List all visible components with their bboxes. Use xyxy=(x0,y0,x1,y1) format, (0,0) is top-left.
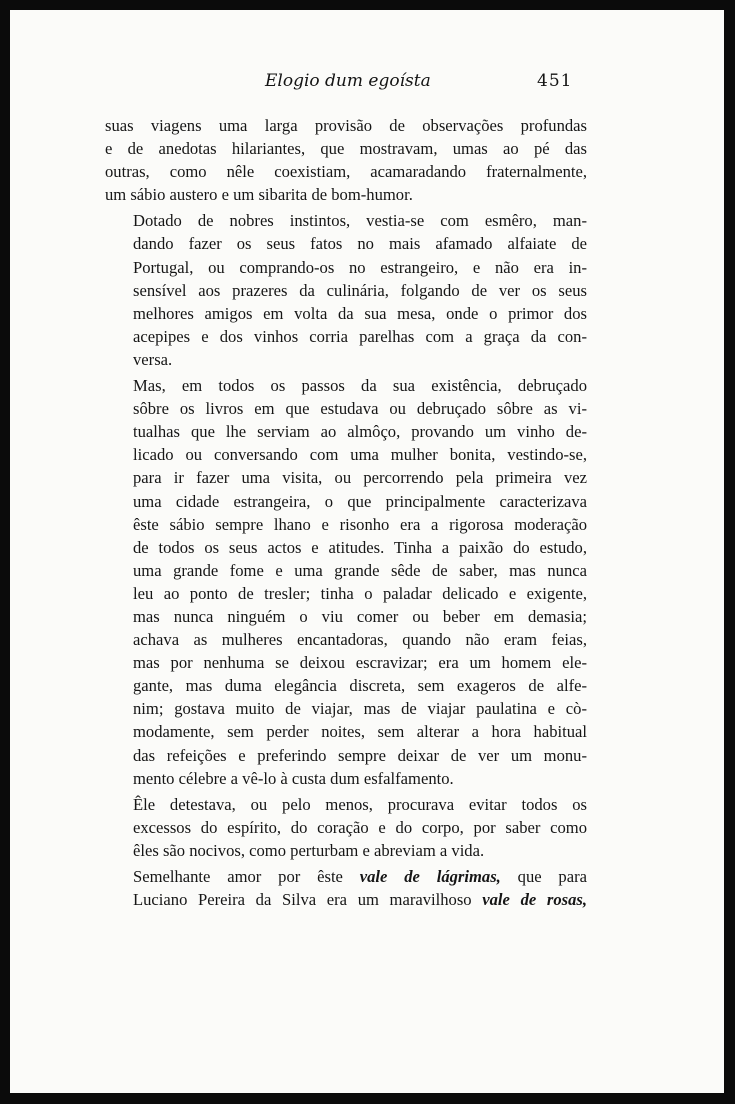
text-line: versa. xyxy=(133,349,173,369)
text-line: nim; gostava muito de viajar, mas de viajar paulatina e cò- xyxy=(133,699,587,719)
running-title: Elogio dum egoísta xyxy=(265,71,431,91)
text-line: uma cidade estrangeira, o que principalmente caracterizava xyxy=(133,491,587,511)
paragraph-1 xyxy=(105,114,587,206)
text-line: Êle detestava, ou pelo menos, procurava evitar todos os xyxy=(133,794,587,814)
paragraph-2 xyxy=(105,209,587,371)
text-line: para ir fazer uma visita, ou percorrendo pela primeira vez xyxy=(133,468,587,488)
text-line: dando fazer os seus fatos no mais afamado alfaiate de xyxy=(133,234,587,254)
text-line: sôbre os livros em que estudava ou debruçado sôbre as vi- xyxy=(133,399,587,419)
text-line: mento célebre a vê-lo à custa dum esfalfamento. xyxy=(133,768,454,788)
text-line: êles são nocivos, como perturbam e abreviam a vida. xyxy=(133,840,485,860)
text-line: êste sábio sempre lhano e risonho era a rigorosa moderação xyxy=(133,514,587,534)
text-line: de todos os seus actos e atitudes. Tinha a paixão do estudo, xyxy=(133,537,587,557)
text-line: das refeições e preferindo sempre deixar de ver um monu- xyxy=(133,745,587,765)
text-run: Semelhante amor por êste xyxy=(133,867,360,886)
text-line: outras, como nêle coexistiam, acamaradando fraternalmente, xyxy=(105,162,587,182)
text-line: gante, mas duma elegância discreta, sem exageros de alfe- xyxy=(133,676,587,696)
text-line: achava as mulheres encantadoras, quando não eram feias, xyxy=(133,630,587,650)
page-number: 451 xyxy=(537,71,573,91)
text-line: Mas, em todos os passos da sua existência, debruçado xyxy=(133,376,587,396)
text-run: que para xyxy=(500,867,587,886)
text-line: Dotado de nobres instintos, vestia-se com esmêro, man- xyxy=(133,211,587,231)
paragraph-3 xyxy=(105,374,587,790)
paragraph-4 xyxy=(105,793,587,862)
text-line: licado ou conversando com uma mulher bonita, vestindo-se, xyxy=(133,445,587,465)
text-line: acepipes e dos vinhos corria parelhas com a graça da con- xyxy=(133,326,587,346)
italic-phrase: vale de rosas, xyxy=(482,890,588,910)
text-line xyxy=(105,865,587,888)
text-line: melhores amigos em volta da sua mesa, onde o primor dos xyxy=(133,303,587,323)
paragraph-5 xyxy=(105,865,587,911)
text-line: uma grande fome e uma grande sêde de saber, mas nunca xyxy=(133,560,587,580)
text-line: mas por nenhuma se deixou escravizar; era um homem ele- xyxy=(133,653,587,673)
text-line: tualhas que lhe serviam ao almôço, provando um vinho de- xyxy=(133,422,587,442)
italic-phrase: vale de lágrimas, xyxy=(359,867,501,886)
text-line: um sábio austero e um sibarita de bom-humor. xyxy=(105,185,413,205)
text-line: sensível aos prazeres da culinária, folgando de ver os seus xyxy=(133,280,587,300)
running-header xyxy=(10,71,724,105)
text-line xyxy=(105,888,587,911)
text-line: Portugal, ou comprando-os no estrangeiro, e não era in- xyxy=(133,257,587,277)
text-line: modamente, sem perder noites, sem alterar a hora habitual xyxy=(133,722,587,742)
text-line: mas nunca ninguém o viu comer ou beber em demasia; xyxy=(133,606,587,626)
book-page xyxy=(10,10,724,1093)
text-line: excessos do espírito, do coração e do corpo, por saber como xyxy=(133,817,587,837)
text-line: e de anedotas hilariantes, que mostravam, umas ao pé das xyxy=(105,139,587,159)
text-run: Luciano Pereira da Silva era um maravilhoso xyxy=(133,890,483,910)
text-line: leu ao ponto de tresler; tinha o paladar delicado e exigente, xyxy=(133,583,587,603)
body-text xyxy=(105,114,587,911)
text-line: suas viagens uma larga provisão de observações profundas xyxy=(105,116,587,135)
